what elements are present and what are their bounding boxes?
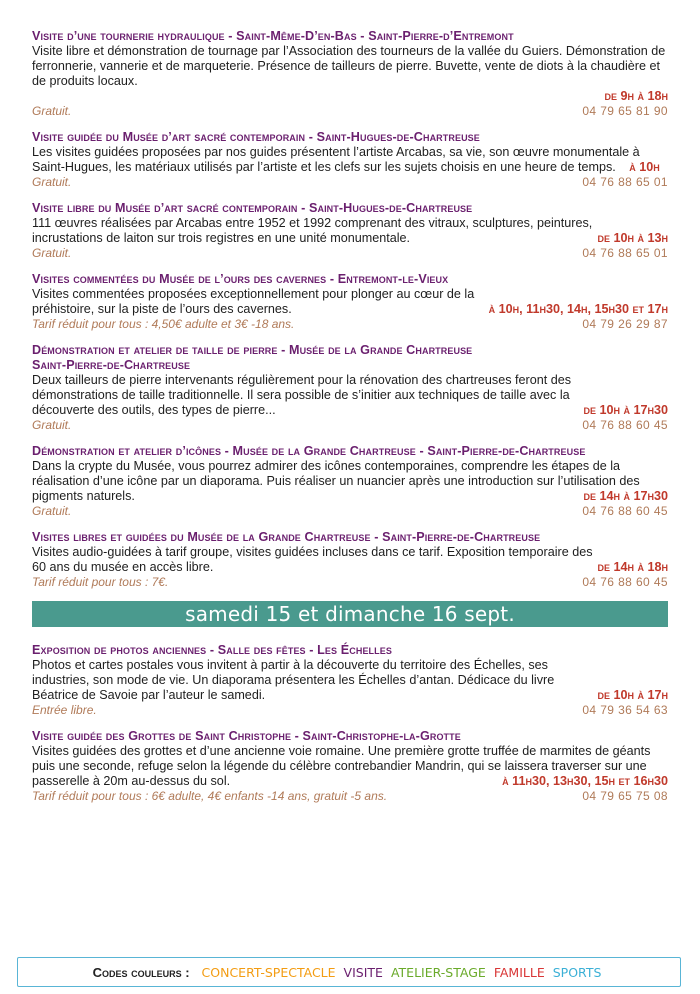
event-phone: 04 76 88 60 45 [582,418,668,432]
event-time: à 10h [629,160,660,174]
legend-item-sports: SPORTS [552,964,602,980]
event-title: Visites commentées du Musée de l’ours des cavernes - Entremont-le-Vieux [32,272,449,286]
event-title: Exposition de photos anciennes - Salle des fêtes - Les Échelles [32,643,392,657]
event-description [32,373,668,418]
event-title: Visite libre du Musée d’art sacré contemporain - Saint-Hugues-de-Chartreuse [32,201,473,215]
color-code-legend [17,957,681,987]
event-meta [32,789,668,803]
event-price: Gratuit. [32,418,72,432]
event-phone: 04 79 36 54 63 [582,703,668,717]
program-page [32,29,668,815]
event-title: Visites libres et guidées du Musée de la Grande Chartreuse - Saint-Pierre-de-Chartreuse [32,530,541,544]
event-phone: 04 79 26 29 87 [582,317,668,331]
event-phone: 04 79 65 75 08 [582,789,668,803]
event-meta [32,504,668,518]
event-description [32,287,668,317]
legend-item-visite: VISITE [343,964,383,980]
event-price: Tarif réduit pour tous : 7€. [32,575,169,589]
event-time: de 10h à 17h30 [583,403,668,417]
event-phone: 04 76 88 65 01 [582,175,668,189]
event-time: à 10h, 11h30, 14h, 15h30 et 17h [488,302,668,316]
event-meta [32,246,668,260]
event-meta [32,575,668,589]
event-meta [32,703,668,717]
legend-item-famille: FAMILLE [493,964,545,980]
event-price: Entrée libre. [32,703,97,717]
event-price: Gratuit. [32,246,72,260]
event-phone: 04 76 88 60 45 [582,575,668,589]
event-phone: 04 79 65 81 90 [582,104,668,118]
event-meta [32,418,668,432]
event-title: Visite d’une tournerie hydraulique - Saint-Même-D’en-Bas - Saint-Pierre-d’Entremont [32,29,514,43]
event-description-text: Visites commentées proposées exceptionnellement pour plonger au cœur de la préhistoire, sur la piste de l’ours des cavernes. [32,287,475,316]
event-price: Gratuit. [32,175,72,189]
event-entry [32,29,668,118]
event-description: Visite libre et démonstration de tournage par l’Association des tourneurs de la vallée du Guiers. Démonstration de ferronnerie, vannerie et de marqueterie. Présence de tailleurs de pierre. Buvette, vente de diots à la chaudière et de produits locaux. [32,44,666,88]
event-description-text: Les visites guidées proposées par nos guides présentent l’artiste Arcabas, sa vie, son œuvre monumentale à Saint-Hugues, les matériaux utilisés par l’artiste et les clefs sur les sujets choisis en une heure de temps. [32,145,640,174]
event-time: de 9h à 18h [604,89,668,103]
event-time: de 10h à 13h [597,231,668,245]
legend-item-atelier: ATELIER-STAGE [390,964,486,980]
event-description [32,545,668,575]
event-description-text: Deux tailleurs de pierre intervenants régulièrement pour la rénovation des chartreuses feront des démonstrations de taille traditionnelle. Il sera possible de s’initier aux techniques de taille avec la découverte des outils, des types de pierre... [32,373,572,417]
event-entry [32,643,668,717]
event-time: de 10h à 17h [597,688,668,702]
event-entry [32,343,668,432]
event-phone: 04 76 88 65 01 [582,246,668,260]
event-title: Démonstration et atelier d’icônes - Musée de la Grande Chartreuse - Saint-Pierre-de-Chartreuse [32,444,586,458]
event-price: Tarif réduit pour tous : 4,50€ adulte et 3€ -18 ans. [32,317,295,331]
event-time: de 14h à 18h [597,560,668,574]
event-time-row [32,89,668,104]
event-time: à 11h30, 13h30, 15h et 16h30 [502,774,668,788]
event-entry [32,130,668,189]
event-entry [32,272,668,331]
event-description: Dans la crypte du Musée, vous pourrez admirer des icônes contemporaines, comprendre les étapes de la réalisation d’une icône par un diaporama. Puis réaliser un nuancier après une introduction sur l’utilisation des pigments naturels. [32,459,640,503]
event-meta [32,317,668,331]
event-entry [32,201,668,260]
event-description-text: Photos et cartes postales vous invitent à partir à la découverte du territoire des Échelles, ses industries, son mode de vie. Un diaporama présentera les Échelles d’antan. Dédicace du livre Béatrice de Savoie par l’auteur le samedi. [32,658,555,702]
event-entry [32,444,668,518]
event-phone: 04 76 88 60 45 [582,504,668,518]
event-title: Visite guidée du Musée d’art sacré contemporain - Saint-Hugues-de-Chartreuse [32,130,480,144]
event-description: Visites guidées des grottes et d’une ancienne voie romaine. Une première grotte truffée de marmites de géants puis une seconde, refuge selon la légende du célèbre contrebandier Mandrin, qui se laissera traverser sur une passerelle à 20m au-dessus du sol. [32,744,651,788]
event-title: Démonstration et atelier de taille de pierre - Musée de la Grande Chartreuse [32,343,473,357]
legend-title: Codes couleurs : [92,964,190,980]
event-time: de 14h à 17h30 [583,489,668,503]
event-description [32,658,668,703]
event-description-text: Visites audio-guidées à tarif groupe, visites guidées incluses dans ce tarif. Exposition temporaire des 60 ans du musée en accès libre. [32,545,593,574]
event-title: Visite guidée des Grottes de Saint Christophe - Saint-Christophe-la-Grotte [32,729,461,743]
event-meta [32,175,668,189]
event-subtitle: Saint-Pierre-de-Chartreuse [32,358,191,372]
date-banner: samedi 15 et dimanche 16 sept. [32,601,668,627]
event-price: Gratuit. [32,104,72,118]
event-entry [32,530,668,589]
event-description [32,145,668,175]
event-description-text: 111 œuvres réalisées par Arcabas entre 1952 et 1992 comprenant des vitraux, sculptures, peintures, incrustations de laiton sur trois registres en une unité monumentale. [32,216,593,245]
event-entry [32,729,668,803]
event-price: Gratuit. [32,504,72,518]
event-description [32,216,668,246]
event-price: Tarif réduit pour tous : 6€ adulte, 4€ enfants -14 ans, gratuit -5 ans. [32,789,388,803]
event-meta [32,104,668,118]
legend-item-concert: CONCERT-SPECTACLE [201,964,336,980]
